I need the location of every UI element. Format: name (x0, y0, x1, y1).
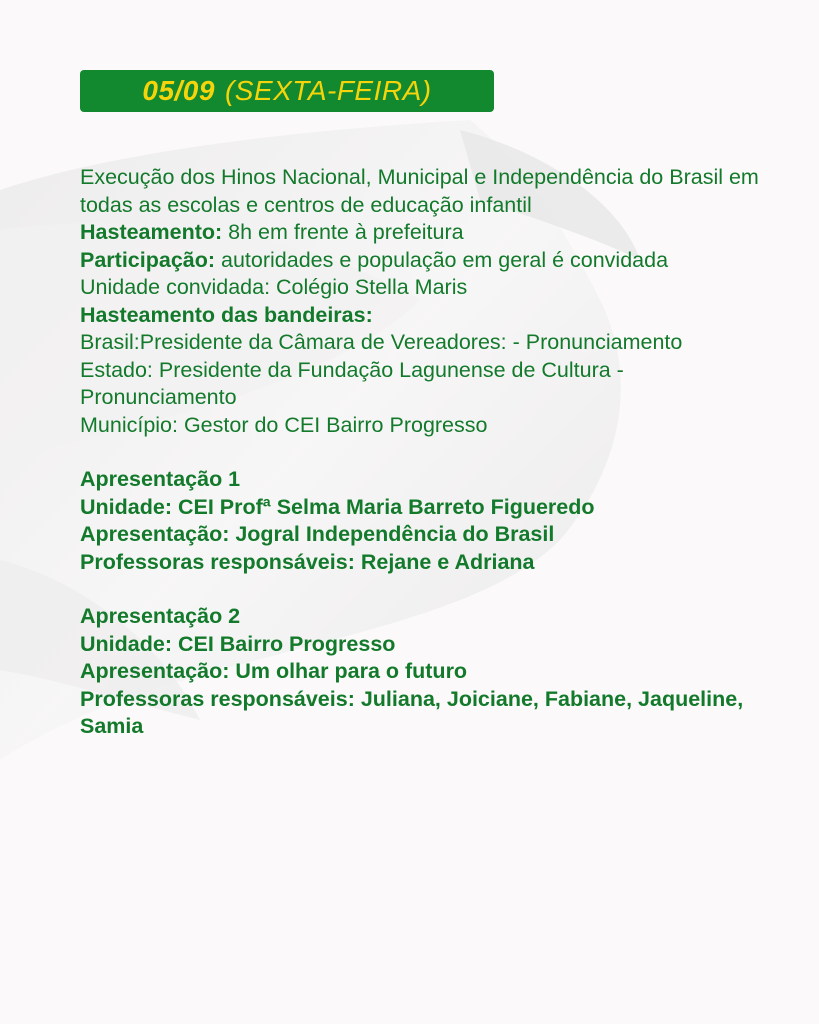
schedule-content (80, 164, 760, 741)
unidade-convidada: Unidade convidada: Colégio Stella Maris (80, 275, 468, 299)
presentation-2-unidade: Unidade: CEI Bairro Progresso (80, 631, 396, 656)
spacer (80, 439, 760, 466)
hasteamento-line (80, 219, 760, 247)
date-text: 05/09 (142, 75, 215, 106)
presentation-1-title: Apresentação 1 (80, 467, 241, 491)
weekday-text: (SEXTA-FEIRA) (224, 75, 432, 106)
presentation-2-apresentacao: Apresentação: Um olhar para o futuro (80, 659, 468, 683)
presentation-2-professoras: Professoras responsáveis: Juliana, Joiciane, Fabiane, Jaqueline, Samia (80, 686, 744, 738)
hasteamento-label: Hasteamento: (80, 220, 223, 244)
presentation-1-apresentacao: Apresentação: Jogral Independência do Brasil (80, 522, 555, 546)
presentation-1-unidade: Unidade: CEI Profª Selma Maria Barreto Figueredo (80, 494, 595, 519)
participacao-line (80, 247, 760, 275)
intro-text: Execução dos Hinos Nacional, Municipal e Independência do Brasil em todas as escolas e centros de educação infantil (80, 165, 759, 217)
brasil-line: Brasil:Presidente da Câmara de Vereadores: - Pronunciamento (80, 330, 683, 354)
bandeiras-heading: Hasteamento das bandeiras: (80, 302, 373, 327)
participacao-label: Participação: (80, 247, 216, 272)
presentation-2-title: Apresentação 2 (80, 604, 241, 628)
presentation-1-professoras: Professoras responsáveis: Rejane e Adriana (80, 549, 535, 574)
estado-line: Estado: Presidente da Fundação Lagunense de Cultura - Pronunciamento (80, 357, 624, 409)
municipio-line: Município: Gestor do CEI Bairro Progresso (80, 412, 488, 437)
hasteamento-value: 8h em frente à prefeitura (222, 220, 464, 244)
spacer (80, 576, 760, 603)
date-banner (80, 70, 494, 112)
participacao-value: autoridades e população em geral é convidada (215, 247, 669, 272)
